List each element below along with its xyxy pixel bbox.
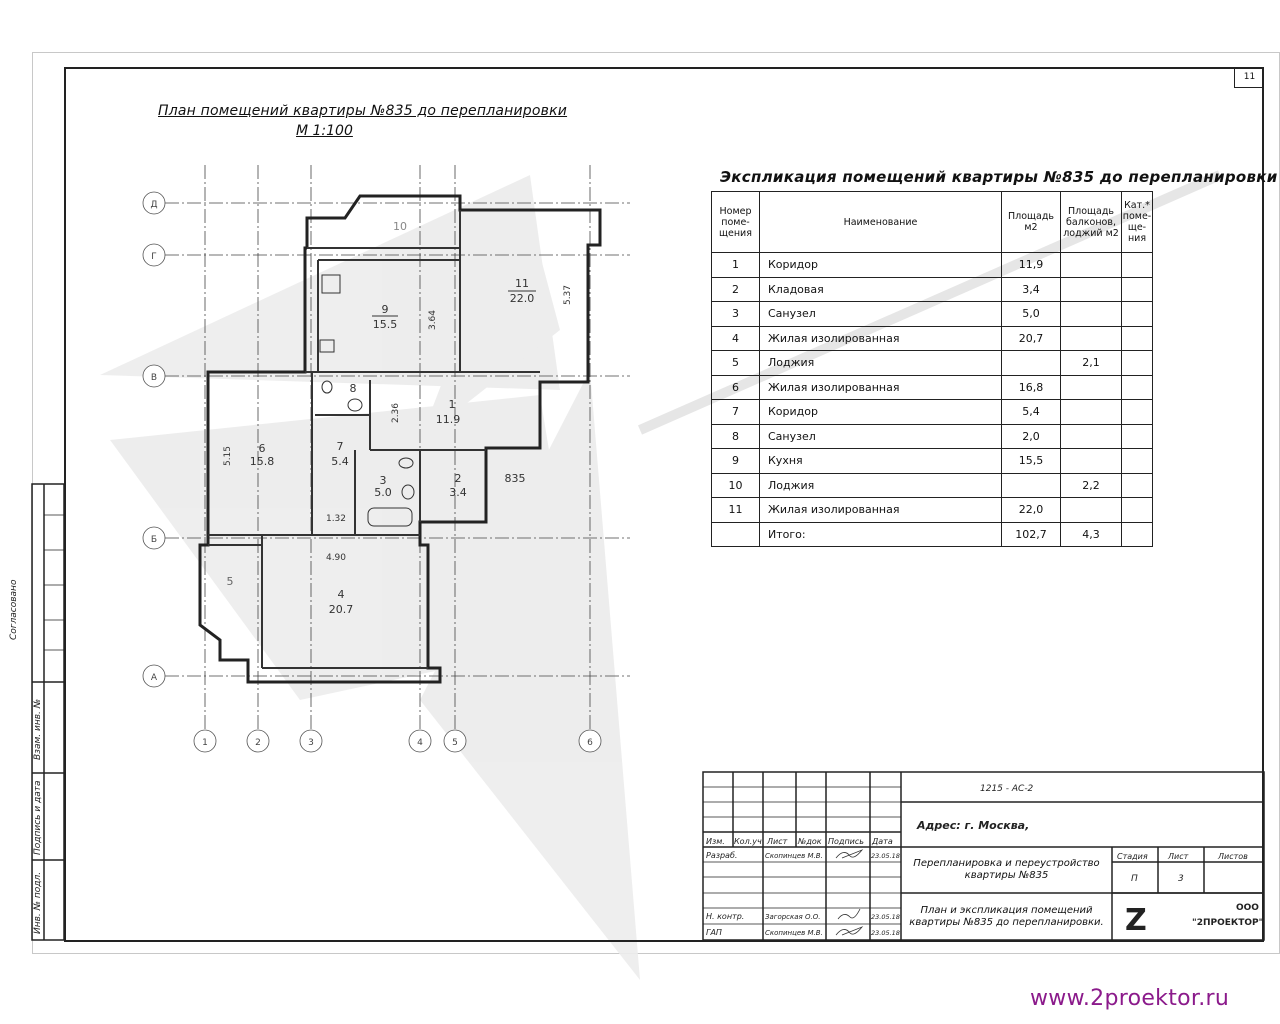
table-cell: Кладовая [760,277,1002,302]
header-name: Наименование [760,192,1002,253]
stamp-inv: Инв. № подл. [33,871,43,934]
table-cell: 5,0 [1002,302,1061,327]
axis-label-6: 6 [587,738,593,748]
website-url[interactable]: www.2proektor.ru [1030,986,1230,1011]
dimension-4-90: 4.90 [325,553,347,563]
tb-address: Адрес: г. Москва, [917,819,1030,832]
table-cell: 1 [712,253,760,278]
table-cell: 5 [712,351,760,376]
signature-2 [838,909,860,919]
tb-date-4: 23.05.18 [871,913,900,921]
room-9-area: 15.5 [372,318,398,331]
tb-company-2: "2ПРОЕКТОР" [1192,918,1264,928]
tb-sheet-label: Лист [1168,852,1189,861]
dimension-3-64: 3.64 [428,309,438,331]
tb-drawing-title: План и экспликация помещений квартиры №835 до перепланировки. [909,904,1104,928]
table-cell: 2,1 [1061,351,1122,376]
table-cell: 22,0 [1002,498,1061,523]
signature-3 [836,927,862,935]
room-1-num: 1 [448,398,456,411]
tb-sheets-label: Листов [1218,852,1248,861]
header-number: Номер поме- щения [712,192,760,253]
table-cell: Лоджия [760,351,1002,376]
stamp-podpis: Подпись и дата [33,780,43,855]
table-cell: Санузел [760,302,1002,327]
room-3-num: 3 [379,474,387,487]
tb-code: 1215 - АС-2 [980,784,1034,794]
table-cell: 6 [712,375,760,400]
room-7-num: 7 [336,440,344,453]
table-cell: 9 [712,449,760,474]
room-4-area: 20.7 [328,603,354,616]
room-6-num: 6 [258,442,266,455]
table-cell: 102,7 [1002,522,1061,547]
tb-stage-label: Стадия [1117,852,1148,861]
explication-title: Экспликация помещений квартиры №835 до перепланировки [720,168,1278,186]
table-cell: 16,8 [1002,375,1061,400]
tb-project: Перепланировка и переустройство квартиры №835 [913,858,1100,881]
tb-name-4: Загорская О.О. [765,913,821,921]
table-cell: 3 [712,302,760,327]
table-cell: 10 [712,473,760,498]
tb-col-izm: Изм. [706,837,725,846]
room-11-num: 11 [515,277,529,290]
header-category: Кат.* поме- ще- ния [1122,192,1153,253]
tb-date-1: 23.05.18 [871,852,900,860]
dimension-1-32: 1.32 [325,514,347,524]
room-2-area: 3.4 [449,486,467,499]
axis-label-5: 5 [452,738,458,748]
header-balcony-area: Площадь балконов, лоджий м2 [1061,192,1122,253]
tb-col-data: Дата [872,837,893,846]
header-area: Площадь м2 [1002,192,1061,253]
table-cell: 5,4 [1002,400,1061,425]
axis-label-a: А [150,673,158,683]
tb-role-4: Н. контр. [706,912,745,921]
table-cell: Итого: [760,522,1002,547]
table-cell: 3,4 [1002,277,1061,302]
room-9-num: 9 [381,303,389,316]
table-cell: Жилая изолированная [760,326,1002,351]
axis-label-b: Б [150,535,158,545]
room-5-num: 5 [226,575,234,588]
dimension-5-37: 5.37 [563,284,573,306]
table-cell: 4,3 [1061,522,1122,547]
room-4-num: 4 [337,588,345,601]
apartment-label: 835 [504,472,526,485]
tb-name-5: Скопинцев М.В. [765,929,823,937]
tb-col-dok: №док [798,837,822,846]
table-cell: Кухня [760,449,1002,474]
tb-col-list: Лист [767,837,788,846]
room-11-area: 22.0 [509,292,535,305]
tb-logo: Z [1125,903,1147,938]
axis-label-4: 4 [417,738,423,748]
tb-role-1: Разраб. [706,851,738,860]
room-3-area: 5.0 [374,486,392,499]
tb-company-1: ООО [1236,903,1259,913]
plan-title: План помещений квартиры №835 до перепланировки [158,103,568,119]
table-cell: 11 [712,498,760,523]
room-10-num: 10 [393,220,407,233]
room-8-num: 8 [349,382,357,395]
table-cell: Коридор [760,400,1002,425]
tb-name-1: Скопинцев М.В. [765,852,823,860]
table-cell: 15,5 [1002,449,1061,474]
tb-stage: П [1131,874,1138,884]
table-cell: 2,2 [1061,473,1122,498]
axis-label-1: 1 [202,738,208,748]
stamp-agreed: Согласовано [9,579,19,640]
room-7-area: 5.4 [331,455,349,468]
signature-1 [836,850,862,858]
table-cell: 7 [712,400,760,425]
table-cell: Санузел [760,424,1002,449]
tb-sheet: 3 [1178,874,1184,884]
table-cell: 2,0 [1002,424,1061,449]
dimension-2-36: 2.36 [391,402,401,424]
axis-label-3: 3 [308,738,314,748]
room-6-area: 15.8 [249,455,275,468]
table-cell: 20,7 [1002,326,1061,351]
table-cell: Лоджия [760,473,1002,498]
page-number: 11 [1234,67,1264,88]
axis-label-d: Д [150,200,158,210]
table-cell: 4 [712,326,760,351]
table-cell: Жилая изолированная [760,375,1002,400]
dimension-5-15: 5.15 [223,445,233,467]
plan-scale: М 1:100 [296,123,353,139]
table-cell: Коридор [760,253,1002,278]
table-cell: 11,9 [1002,253,1061,278]
tb-date-5: 23.05.18 [871,929,900,937]
tb-col-kol: Кол.уч [734,837,762,846]
stamp-vzam: Взам. инв. № [33,698,43,760]
tb-col-podpis: Подпись [828,837,864,846]
table-cell: Жилая изолированная [760,498,1002,523]
table-cell: 2 [712,277,760,302]
axis-label-v: В [150,373,158,383]
table-cell: 8 [712,424,760,449]
axis-label-g: Г [151,252,157,262]
room-2-num: 2 [454,472,462,485]
room-1-area: 11.9 [435,413,461,426]
axis-label-2: 2 [255,738,261,748]
tb-role-5: ГАП [706,928,722,937]
